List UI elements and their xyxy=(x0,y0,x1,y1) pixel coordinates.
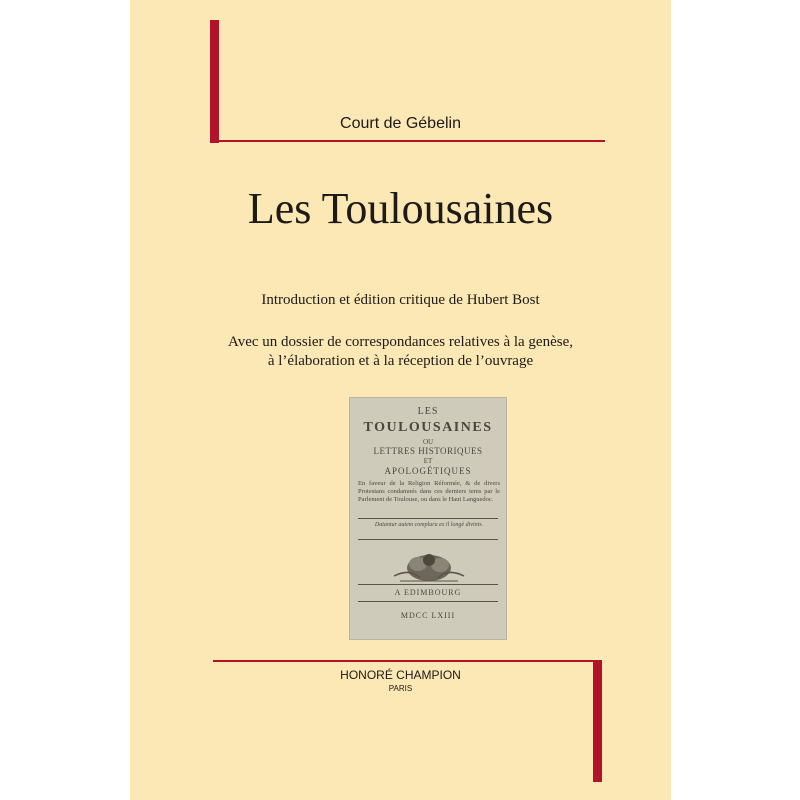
plate-apologetiques: APOLOGÉTIQUES xyxy=(384,466,472,476)
publisher-city: PARIS xyxy=(388,684,413,693)
plate-epigraph: Datantur autem complura ex il longè divinis. xyxy=(374,522,484,528)
author-name: Court de Gébelin xyxy=(340,115,461,132)
plate-title: TOULOUSAINES xyxy=(363,420,493,435)
dossier-line-2: à l’élaboration et à la réception de l’ouvrage xyxy=(267,353,534,369)
book-title: Les Toulousaines xyxy=(247,184,554,233)
plate-body-text: En faveur de la Religion Réformée, & de divers Protestans condamnés dans ces derniers tems par le Parlement de Toulouse, ou dans le Haut Languedoc. xyxy=(358,480,500,503)
plate-divider-top xyxy=(358,518,498,519)
plate-ou: OU xyxy=(422,438,434,446)
plate-divider-year xyxy=(358,601,498,602)
book-cover xyxy=(130,0,671,800)
title-page-plate xyxy=(349,397,507,640)
top-accent-rule xyxy=(219,140,605,142)
printer-ornament-icon xyxy=(390,548,468,584)
plate-lettres: LETTRES HISTORIQUES xyxy=(373,446,483,456)
plate-et: ET xyxy=(423,457,433,465)
publisher-name: HONORÉ CHAMPION xyxy=(340,668,461,682)
plate-place: A EDIMBOURG xyxy=(394,588,462,597)
dossier-line-1: Avec un dossier de correspondances relatives à la genèse, xyxy=(228,334,573,350)
dossier-description xyxy=(130,333,671,371)
plate-divider-bottom xyxy=(358,539,498,540)
plate-divider-place xyxy=(358,584,498,585)
plate-les: LES xyxy=(417,406,439,417)
plate-year: MDCC LXIII xyxy=(400,611,456,620)
intro-line: Introduction et édition critique de Hubert Bost xyxy=(261,292,540,308)
bottom-accent-rule xyxy=(213,660,601,662)
